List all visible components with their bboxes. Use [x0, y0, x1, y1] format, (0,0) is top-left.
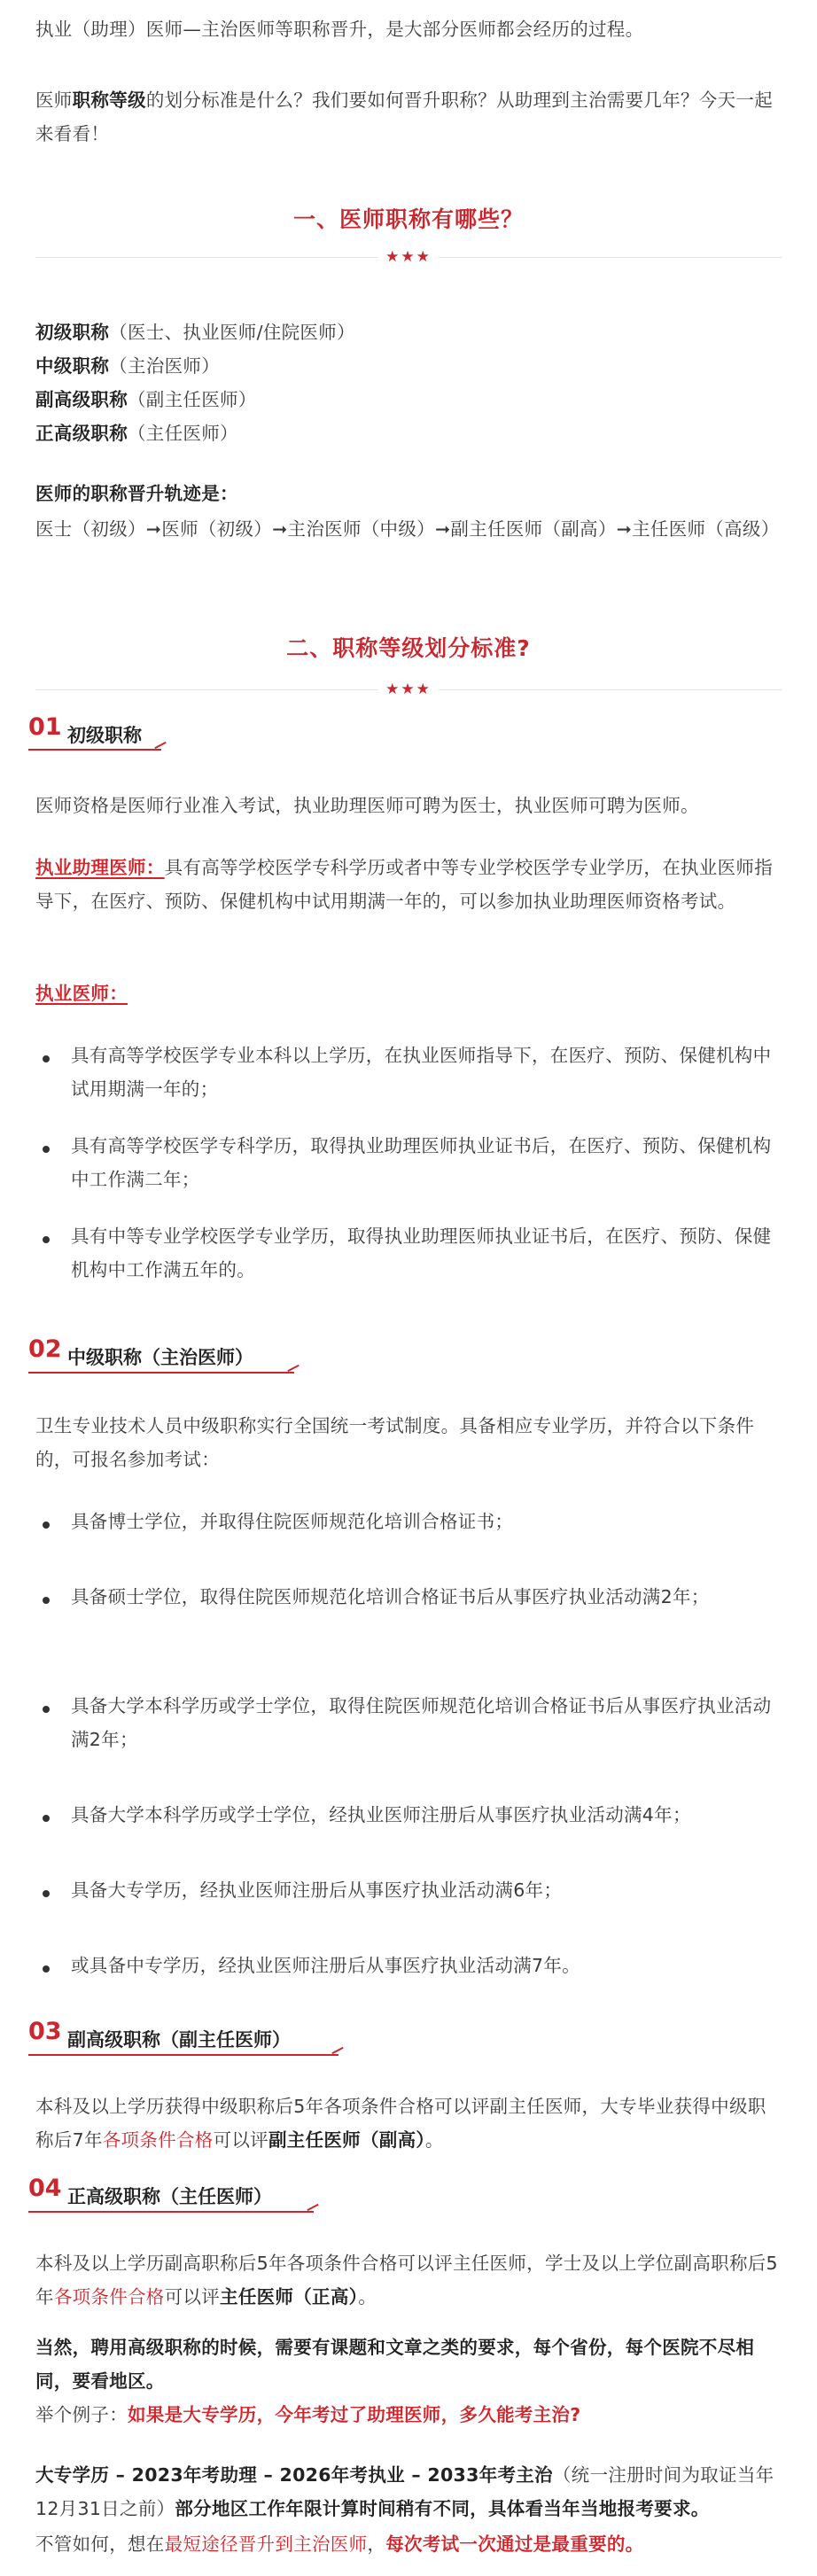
example-answer: 大专学历 – 2023年考助理 – 2026年考执业 – 2033年考主治（统一注册时间为取证当年12月31日之前）部分地区工作年限计算时间稍有不同，具体看当年当地报考要求。 [35, 2464, 774, 2519]
level-junior: 初级职称（医士、执业医师/住院医师） [35, 322, 355, 343]
example-question: 举个例子：如果是大专学历，今年考过了助理医师，多久能考主治? [35, 2404, 581, 2425]
bullet-dot [43, 1236, 50, 1243]
sub02-bullet-6: 或具备中专学历，经执业医师注册后从事医疗执业活动满7年。 [71, 1955, 580, 1976]
intro-paragraph-1: 执业（助理）医师—主治医师等职称晋升，是大部分医师都会经历的过程。 [35, 19, 644, 40]
subsection-03-underline [28, 2054, 338, 2056]
level-intermediate: 中级职称（主治医师） [35, 355, 221, 377]
sub02-bullet-1: 具备博士学位，并取得住院医师规范化培训合格证书； [71, 1511, 514, 1532]
intro-paragraph-2: 医师职称等级的划分标准是什么？我们要如何晋升职称？从助理到主治需要几年？今天一起来看看！ [35, 89, 774, 144]
subsection-01-underline [28, 749, 161, 751]
subsection-02-number: 02 [28, 1335, 62, 1363]
bullet-dot [43, 1706, 50, 1713]
section-2-title: 二、职称等级划分标准? [286, 635, 531, 661]
sub03-paragraph: 本科及以上学历获得中级职称后5年各项条件合格可以评副主任医师，大专毕业获得中级职称后7年各项条件合格可以评副主任医师（副高）。 [35, 2096, 766, 2151]
sub02-bullet-3: 具备大学本科学历或学士学位，取得住院医师规范化培训合格证书后从事医疗执业活动满2年； [71, 1695, 772, 1750]
subsection-02-underline [28, 1372, 294, 1374]
subsection-02-title: 中级职称（主治医师） [67, 1347, 253, 1368]
sub01-bullet-1: 具有高等学校医学专业本科以上学历，在执业医师指导下，在医疗、预防、保健机构中试用期满一年的； [71, 1045, 772, 1100]
bullet-dot [43, 1055, 50, 1062]
bullet-dot [43, 1815, 50, 1822]
subsection-04-underline [28, 2211, 314, 2213]
promotion-path-label: 医师的职称晋升轨迹是： [35, 483, 238, 504]
sub01-bullet-2: 具有高等学校医学专科学历，取得执业助理医师执业证书后，在医疗、预防、保健机构中工作满二年； [71, 1135, 772, 1190]
sub04-note: 当然，聘用高级职称的时候，需要有课题和文章之类的要求，每个省份，每个医院不尽相同，要看地区。 [35, 2337, 755, 2392]
sub01-bullet-3: 具有中等专业学校医学专业学历，取得执业助理医师执业证书后，在医疗、预防、保健机构中工作满五年的。 [71, 1226, 772, 1280]
promotion-path-text: 医士（初级）➞医师（初级）➞主治医师（中级）➞副主任医师（副高）➞主任医师（高级） [35, 518, 780, 540]
sub02-bullet-4: 具备大学本科学历或学士学位，经执业医师注册后从事医疗执业活动满4年； [71, 1804, 691, 1825]
sub02-bullet-2: 具备硕士学位，取得住院医师规范化培训合格证书后从事医疗执业活动满2年； [71, 1586, 710, 1607]
bullet-dot [43, 1146, 50, 1153]
sub01-doctor-label: 执业医师： [35, 983, 128, 1004]
sub02-bullet-5: 具备大专学历，经执业医师注册后从事医疗执业活动满6年； [71, 1879, 563, 1901]
section-1-stars: ★★★ [0, 248, 817, 266]
bullet-dot [43, 1521, 50, 1529]
sub01-paragraph: 医师资格是医师行业准入考试，执业助理医师可聘为医士，执业医师可聘为医师。 [35, 795, 699, 816]
bullet-dot [43, 1965, 50, 1973]
section-2-stars: ★★★ [0, 681, 817, 698]
sub02-paragraph: 卫生专业技术人员中级职称实行全国统一考试制度。具备相应专业学历，并符合以下条件的，可报名参加考试： [35, 1415, 755, 1470]
bullet-dot [43, 1597, 50, 1604]
sub04-paragraph: 本科及以上学历副高职称后5年各项条件合格可以评主任医师，学士及以上学位副高职称后5年各项条件合格可以评主任医师（正高）。 [35, 2253, 778, 2308]
bullet-dot [43, 1890, 50, 1897]
level-associate-senior: 副高级职称（副主任医师） [35, 389, 257, 410]
level-senior: 正高级职称（主任医师） [35, 423, 238, 444]
subsection-04-title: 正高级职称（主任医师） [67, 2186, 272, 2207]
subsection-03-number: 03 [28, 2018, 62, 2045]
sub01-assistant: 执业助理医师：具有高等学校医学专科学历或者中等专业学校医学专业学历，在执业医师指导下，在医疗、预防、保健机构中试用期满一年的，可以参加执业助理医师资格考试。 [35, 857, 774, 912]
final-paragraph: 不管如何，想在最短途径晋升到主治医师，每次考试一次通过是最重要的。 [35, 2533, 644, 2555]
subsection-03-title: 副高级职称（副主任医师） [67, 2029, 291, 2051]
subsection-04-number: 04 [28, 2175, 62, 2202]
subsection-01-number: 01 [28, 713, 62, 741]
section-1-title: 一、医师职称有哪些？ [292, 206, 524, 232]
subsection-01-title: 初级职称 [67, 725, 142, 746]
